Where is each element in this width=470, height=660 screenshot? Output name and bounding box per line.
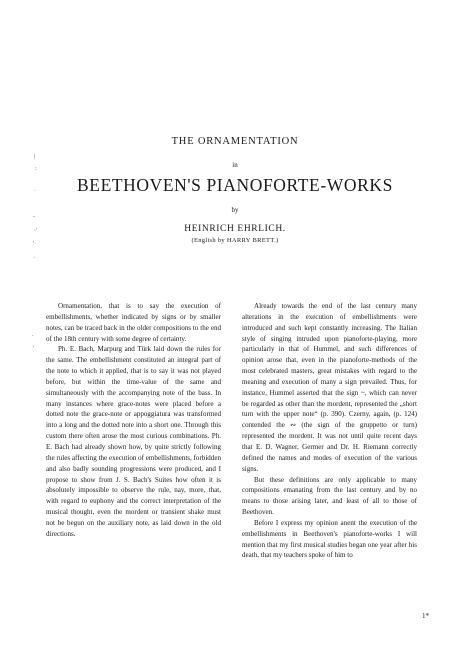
paragraph: Already towards the end of the last century many alterations in the execution of embellishments were introduced and such kept constantly increasing. The Italian style of singing intruded upon pianoforte-playing, more particularly in that of Hummel, and such differences of opinion arose that, even in the pianoforte-methods of the most celebrated masters, great mistakes with regard to the meaning and execution of many a sign prevailed. Thus, for instance, Hummel asserted that the sign ~, which can never be regarded as other than the mordent, represented the „short turn with the upper note“ (p. 390). Czerny, again, (p. 124) contended the ∾ (the sign of the gruppetto or turn) represented the mordent. It was not until quite recent days that E. D. Wagner, Germer and Dr. H. Riemann correctly defined the names and modes of execution of the various signs. — [242, 302, 417, 473]
paragraph: Before I express my opinion anent the execution of the embellishments in Beethoven's pianoforte-works I will mention that my first musical studies began one year after his death, that my teachers spoke of him to — [242, 518, 417, 560]
author-name: HEINRICH EHRLICH. — [184, 224, 286, 234]
paragraph: Ornamentation, that is to say the execution of embellishments, whether indicated by signs or by smaller notes, can be traced back in the older compositions to the end of the 18th century with some degree of certainty. — [46, 302, 221, 343]
text-column-right — [242, 301, 417, 561]
document-page: | : · - ·' '· . . ' THE ORNAMENTATION in BEETHOVEN'S PIANOFORTE-WORKS by HEINRICH EHRLICH. (English by HARRY BRETT.) Ornamentation, that is to say the execution of embellishments, whether indicated by signs or by smaller notes, can be traced back in the older compositions to the end of the 18th century with some degree of certainty. Ph. E. Bach, Marpurg and Türk laid down the rules for the same. The embellishment constituted an integral part of the note to which it applied, that is to say it was not played before, but within the time-value of the same and simultaneously with the accompanying note of the bass. In many instances where grace-notes were placed before a dotted note the grace-note or appoggiatura was transformed into a long and the dotted note into a short one. Through this custom there often arose the most curious combinations. Ph. E. Bach had already shown how, by quite strictly following the rules affecting the execution of embellishments, forbidden and also badly sounding progressions were produced, and I propose to show from J. S. Bach's Suites how often it is absolutely impossible to observe the rule, nay, more, that, with regard to euphony and the correct interpretation of the musical thought, even the mordent or transient shake must not be begun on the auxiliary note, as laid down in the old directions. Already towards the end of the last century many alterations in the execution of embellishments were introduced and such kept constantly increasing. The Italian style of singing intruded upon pianoforte-playing, more particularly in that of Hummel, and such differences of opinion arose that, even in the pianoforte-methods of the most celebrated masters, great mistakes with regard to the meaning and execution of many a sign prevailed. Thus, for instance, Hummel asserted that the sign ~, which can never be regarded as other than the mordent, represented the „short turn with the upper note“ (p. 390). Czerny, again, (p. 124) contended the ∾ (the sign of the gruppetto or turn) represented the mordent. It was not until quite recent days that E. D. Wagner, Germer and Dr. H. Riemann correctly defined the names and modes of execution of the various signs. But these definitions are only applicable to many compositions emanating from the last century and by no means to those arising later, and least of all to those of Beethoven. Before I express my opinion anent the execution of the embellishments in Beethoven's pianoforte-works I will mention that my first musical studies began one year after his death, that my teachers spoke of him to 1* — [0, 0, 470, 660]
paragraph: Ph. E. Bach, Marpurg and Türk laid down the rules for the same. The embellishment constituted an integral part of the note to which it applied, that is to say it was not played before, but within the time-value of the same and simultaneously with the accompanying note of the bass. In many instances where grace-notes were placed before a dotted note the grace-note or appoggiatura was transformed into a long and the dotted note into a short one. Through this custom there often arose the most curious combinations. Ph. E. Bach had already shown how, by quite strictly following the rules affecting the execution of embellishments, forbidden and also badly sounding progressions were produced, and I propose to show from J. S. Bach's Suites how often it is absolutely impossible to observe the rule, nay, more, that, with regard to euphony and the correct interpretation of the musical thought, even the mordent or transient shake must not be begun on the auxiliary note, as laid down in the old directions. — [46, 345, 221, 538]
paragraph: But these definitions are only applicable to many compositions emanating from the last century and by no means to those arising later, and least of all to those of Beethoven. — [242, 475, 417, 517]
article-main-title: BEETHOVEN'S PIANOFORTE-WORKS — [77, 175, 393, 195]
article-title-by: by — [231, 206, 239, 214]
page-signature: 1* — [422, 612, 429, 620]
article-title-in: in — [232, 161, 238, 169]
text-column-left — [46, 301, 221, 540]
article-title-line1: THE ORNAMENTATION — [171, 136, 299, 147]
translator-credit: (English by HARRY BRETT.) — [191, 237, 279, 244]
